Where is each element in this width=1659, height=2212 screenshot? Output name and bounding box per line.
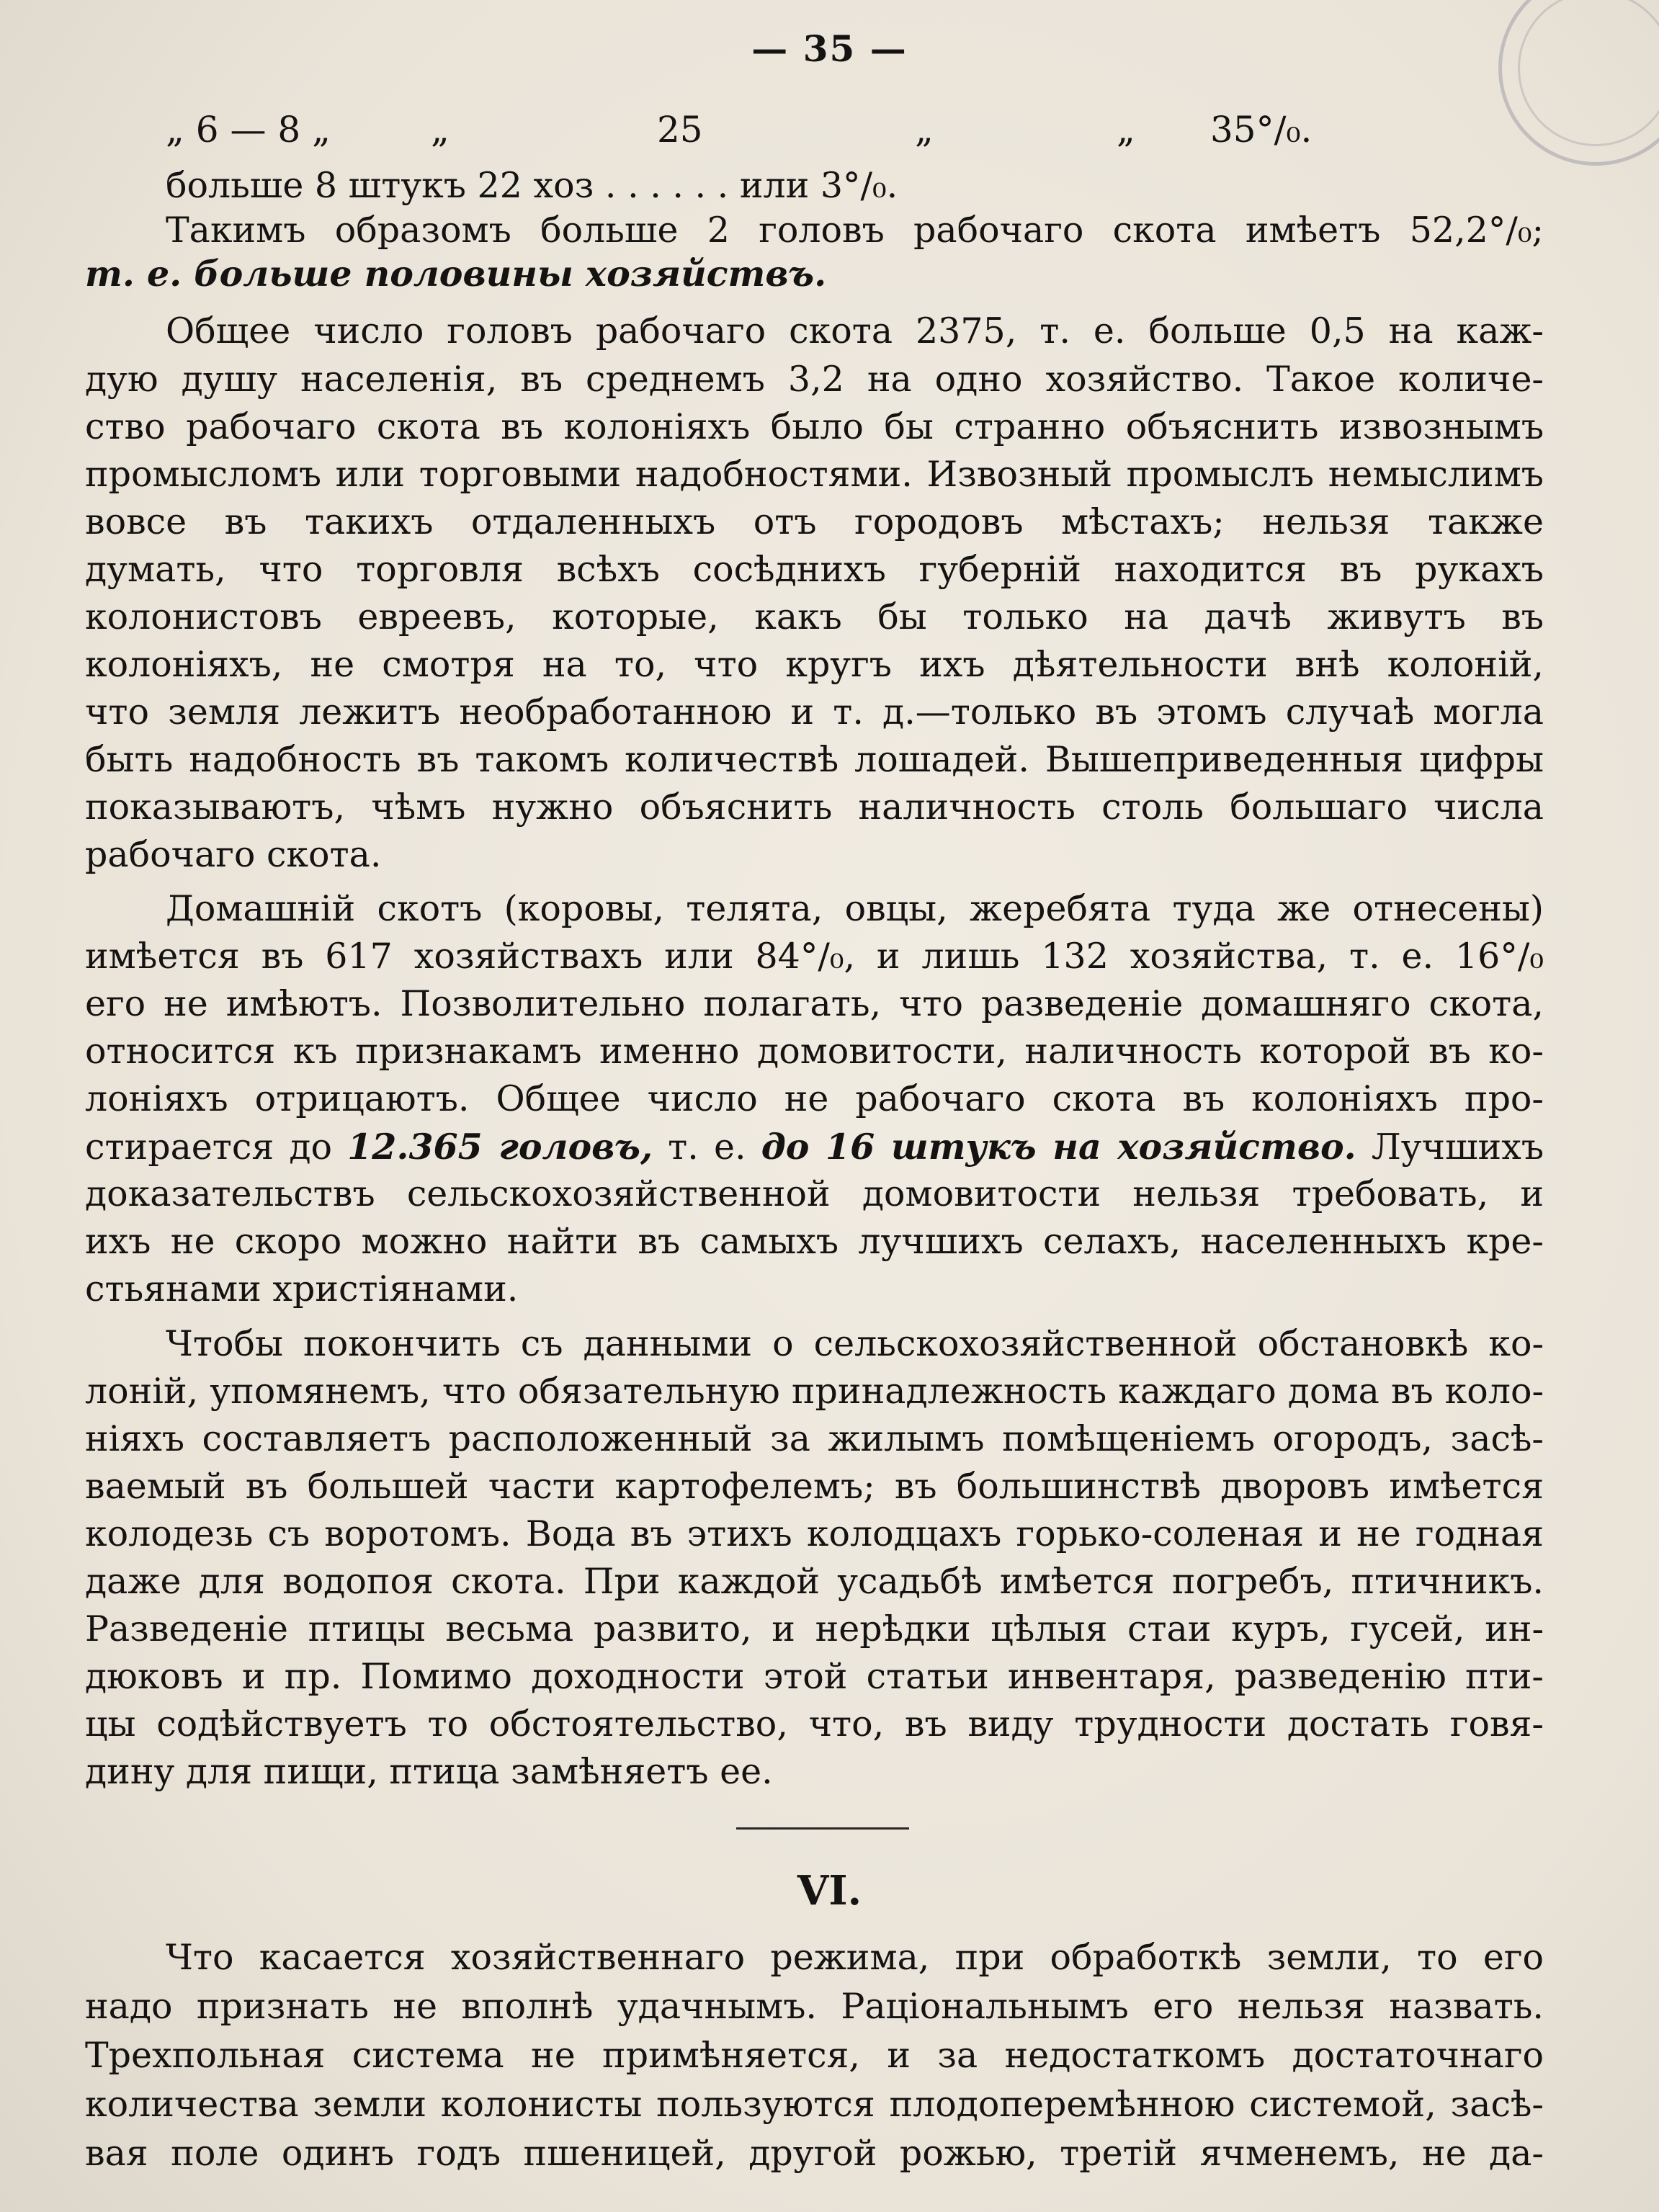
text-line: Разведеніе птицы весьма развито, и нерѣдки цѣлыя стаи куръ, гусей, ин- (85, 1608, 1544, 1649)
table-cell: „ 6 — 8 „ (166, 109, 331, 151)
text-line: думать, что торговля всѣхъ сосѣднихъ губерній находится въ рукахъ (85, 549, 1544, 590)
text-line: лоніяхъ отрицаютъ. Общее число не рабочаго скота въ колоніяхъ про- (85, 1078, 1544, 1119)
text-line: относится къ признакамъ именно домовитости, наличность которой въ ко- (85, 1031, 1544, 1072)
text-line: Домашній скотъ (коровы, телята, овцы, жеребята туда же отнесены) (166, 888, 1544, 929)
text-line (85, 1125, 1544, 1169)
text-line: колодезь съ воротомъ. Вода въ этихъ колодцахъ горько-соленая и не годная (85, 1513, 1544, 1554)
library-stamp (1498, 0, 1659, 166)
text-line: Чтобы покончить съ данными о сельскохозяйственной обстановкѣ ко- (166, 1323, 1544, 1364)
text-line: колонистовъ евреевъ, которые, какъ бы только на дачѣ живутъ въ (85, 596, 1544, 637)
text-line: имѣется въ 617 хозяйствахъ или 84°/₀, и лишь 132 хозяйства, т. е. 16°/₀ (85, 936, 1544, 977)
emphasis-text: 12.365 головъ, (347, 1126, 653, 1168)
text-line: Такимъ образомъ больше 2 головъ рабочаго скота имѣетъ 52,2°/₀; (166, 210, 1544, 251)
table-cell: 35°/₀. (1210, 109, 1313, 151)
text-line: дую душу населенія, въ среднемъ 3,2 на одно хозяйство. Такое количе- (85, 359, 1544, 400)
text-line: ніяхъ составляетъ расположенный за жилымъ помѣщеніемъ огородъ, засѣ- (85, 1418, 1544, 1459)
text-line: Трехпольная система не примѣняется, и за недостаткомъ достаточнаго (85, 2035, 1544, 2076)
section-divider (736, 1827, 909, 1830)
text-line: быть надобность въ такомъ количествѣ лошадей. Вышеприведенныя цифры (85, 739, 1544, 780)
text-line: лоній, упомянемъ, что обязательную принадлежность каждаго дома въ коло- (85, 1371, 1544, 1412)
text-line: надо признать не вполнѣ удачнымъ. Раціональнымъ его нельзя назвать. (85, 1986, 1544, 2027)
text-line: промысломъ или торговыми надобностями. Извозный промыслъ немыслимъ (85, 454, 1544, 495)
text-line: стьянами христіянами. (85, 1268, 519, 1309)
text-line: т. е. больше половины хозяйствъ. (85, 253, 827, 295)
table-cell: „ (431, 109, 450, 151)
table-cell: „ (915, 109, 934, 151)
text-line: ваемый въ большей части картофелемъ; въ большинствѣ дворовъ имѣется (85, 1466, 1544, 1507)
text-line: дину для пищи, птица замѣняетъ ее. (85, 1751, 773, 1792)
text-line: показываютъ, чѣмъ нужно объяснить наличность столь большаго числа (85, 787, 1544, 828)
text-fragment: т. е. (668, 1127, 746, 1168)
section-heading: VI. (797, 1867, 862, 1915)
table-cell: 25 (657, 109, 703, 151)
text-fragment: стирается до (85, 1127, 333, 1168)
text-line: ихъ не скоро можно найти въ самыхъ лучшихъ селахъ, населенныхъ кре- (85, 1221, 1544, 1262)
text-line: больше 8 штукъ 22 хоз . . . . . . или 3°/₀. (166, 165, 898, 206)
text-line: рабочаго скота. (85, 834, 382, 875)
text-line: Что касается хозяйственнаго режима, при обработкѣ земли, то его (166, 1937, 1544, 1978)
text-line: вая поле одинъ годъ пшеницей, другой рожью, третій ячменемъ, не да- (85, 2133, 1544, 2174)
text-line: ство рабочаго скота въ колоніяхъ было бы странно объяснить извознымъ (85, 406, 1544, 447)
text-line: Общее число головъ рабочаго скота 2375, т. е. больше 0,5 на каж- (166, 310, 1544, 351)
text-line: что земля лежитъ необработанною и т. д.—только въ этомъ случаѣ могла (85, 691, 1544, 733)
text-line: колоніяхъ, не смотря на то, что кругъ ихъ дѣятельности внѣ колоній, (85, 644, 1544, 685)
page-number: — 35 — (751, 27, 908, 70)
text-line: даже для водопоя скота. При каждой усадьбѣ имѣется погребъ, птичникъ. (85, 1561, 1544, 1602)
table-cell: „ (1117, 109, 1135, 151)
text-line: дюковъ и пр. Помимо доходности этой статьи инвентаря, разведенію пти- (85, 1656, 1544, 1697)
emphasis-text: до 16 штукъ на хозяйство. (761, 1126, 1356, 1168)
text-line: доказательствъ сельскохозяйственной домовитости нельзя требовать, и (85, 1173, 1544, 1214)
text-line: его не имѣютъ. Позволительно полагать, что разведеніе домашняго скота, (85, 983, 1544, 1024)
text-fragment: Лучшихъ (1371, 1127, 1544, 1168)
text-line: цы содѣйствуетъ то обстоятельство, что, въ виду трудности достать говя- (85, 1703, 1544, 1745)
text-line: количества земли колонисты пользуются плодоперемѣнною системой, засѣ- (85, 2084, 1544, 2125)
text-line: вовсе въ такихъ отдаленныхъ отъ городовъ мѣстахъ; нельзя также (85, 501, 1544, 542)
